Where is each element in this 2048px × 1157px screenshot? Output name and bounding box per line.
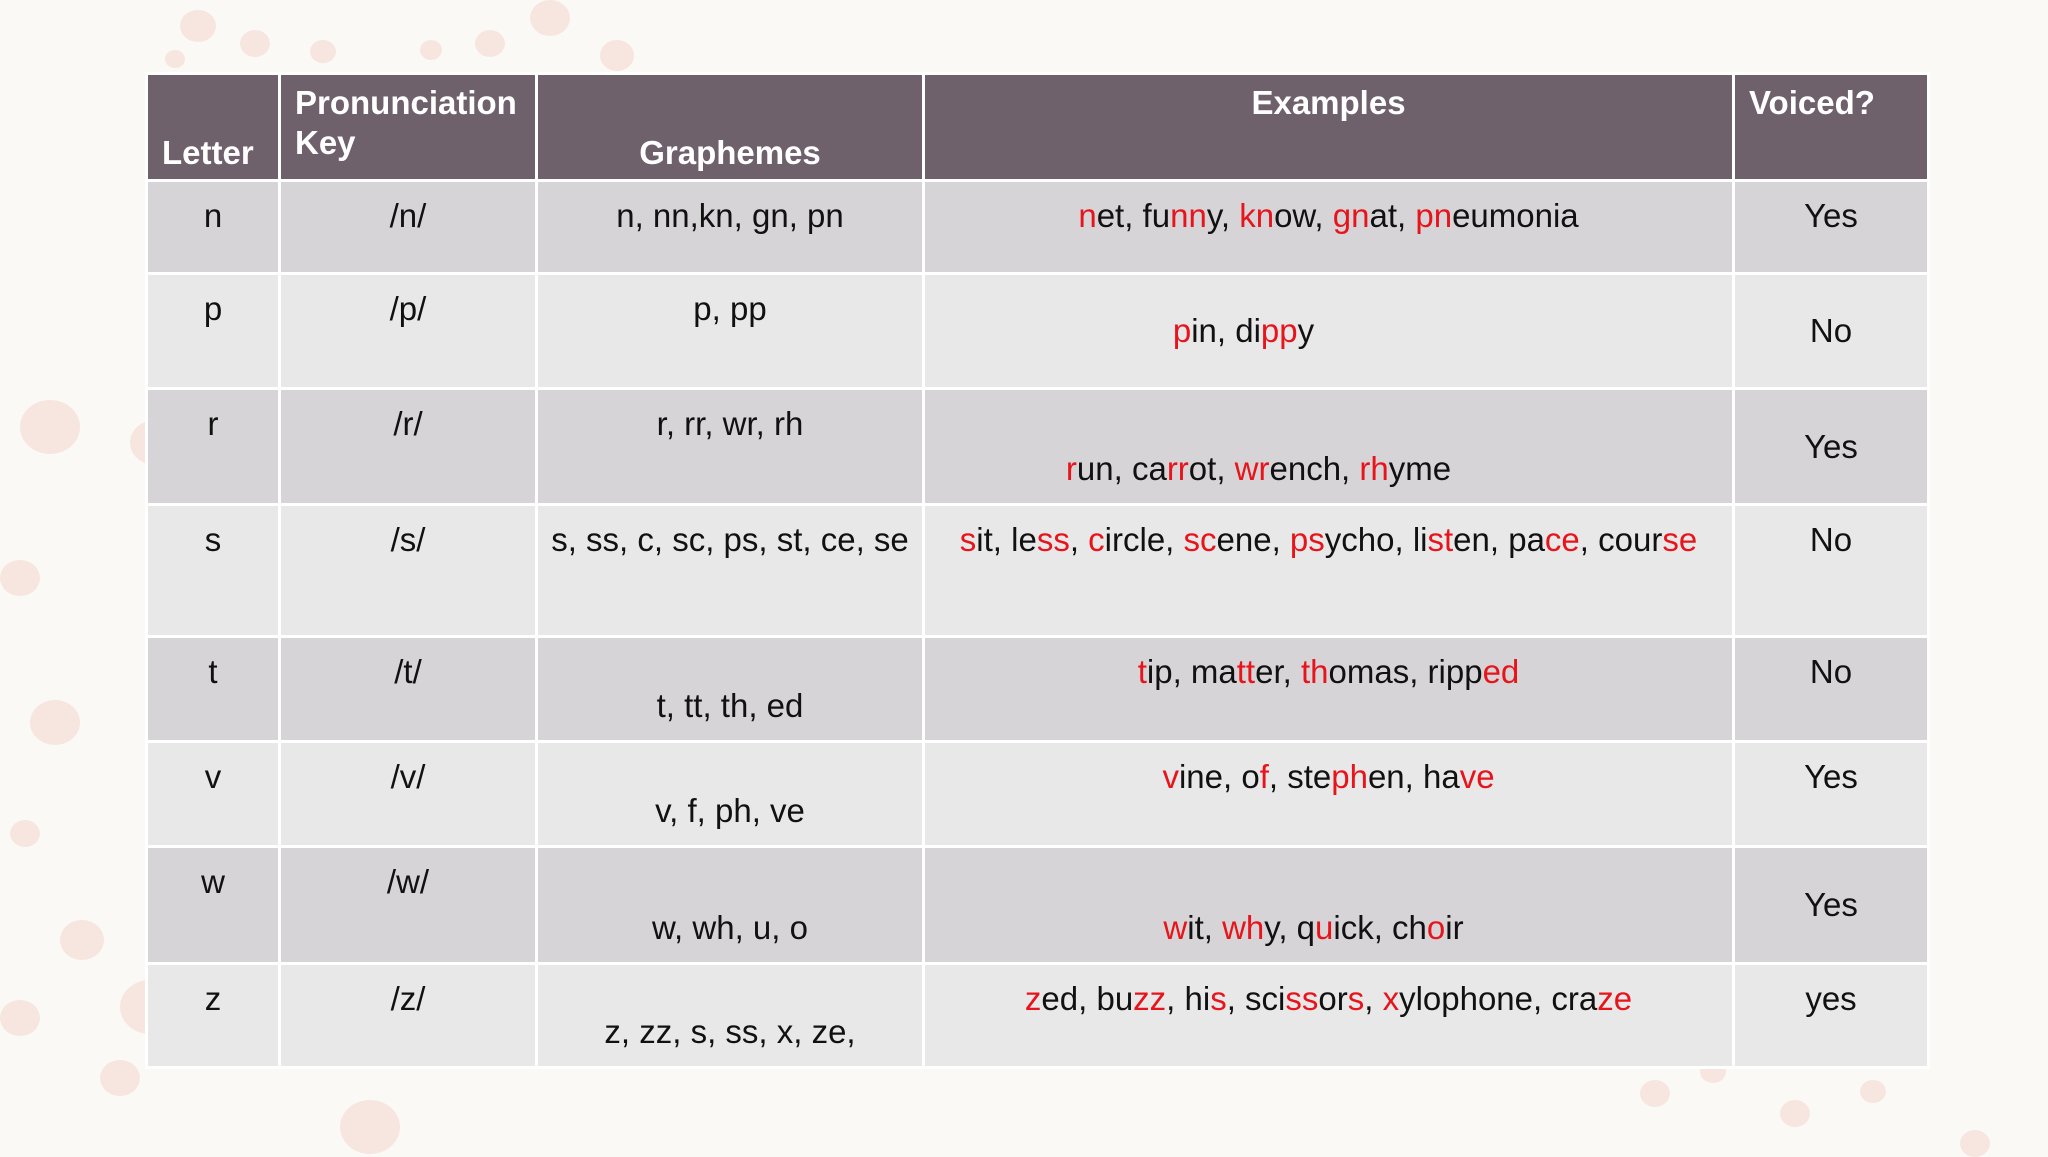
pronunciation-key-cell <box>280 389 537 505</box>
voiced-cell <box>1734 964 1929 1068</box>
example-text: ir <box>1445 909 1464 946</box>
table-row <box>147 964 1929 1068</box>
decorative-dot <box>1960 1130 1990 1157</box>
decorative-dot <box>60 920 104 960</box>
highlighted-grapheme: nn <box>1170 197 1207 234</box>
example-text: en, ha <box>1367 758 1460 795</box>
letter-cell <box>147 637 280 742</box>
header-key-label <box>295 83 525 163</box>
examples-cell <box>924 964 1734 1068</box>
pronunciation-key: /p/ <box>389 290 427 327</box>
voiced-cell <box>1734 505 1929 637</box>
example-text: un, ca <box>1076 450 1167 487</box>
header-voiced-label: Voiced? <box>1749 84 1875 121</box>
graphemes: r, rr, wr, rh <box>656 405 804 442</box>
examples <box>925 908 1702 948</box>
examples <box>925 311 1562 351</box>
voiced: No <box>1809 521 1853 558</box>
example-text: eumonia <box>1452 197 1579 234</box>
highlighted-grapheme: rh <box>1359 450 1389 487</box>
highlighted-grapheme: t <box>1137 653 1147 690</box>
decorative-dot <box>310 40 336 63</box>
highlighted-grapheme: tt <box>1236 653 1256 690</box>
letter: v <box>204 758 222 795</box>
highlighted-grapheme: s <box>959 521 977 558</box>
examples-cell <box>924 742 1734 847</box>
highlighted-grapheme: wr <box>1234 450 1270 487</box>
graphemes-cell <box>537 181 924 274</box>
letter: t <box>208 653 218 690</box>
decorative-dot <box>1640 1080 1670 1107</box>
decorative-dot <box>100 1060 140 1096</box>
voiced: Yes <box>1804 427 1858 465</box>
table-row <box>147 274 1929 389</box>
highlighted-grapheme: se <box>1662 521 1698 558</box>
highlighted-grapheme: c <box>1088 521 1105 558</box>
decorative-dot <box>180 10 216 42</box>
example-text: en, pa <box>1453 521 1545 558</box>
decorative-dot <box>10 820 40 847</box>
voiced-cell <box>1734 181 1929 274</box>
voiced-cell <box>1734 389 1929 505</box>
letter-cell <box>147 742 280 847</box>
example-text: y, <box>1206 197 1240 234</box>
highlighted-grapheme: zz <box>1133 980 1167 1017</box>
highlighted-grapheme: s <box>1347 980 1365 1017</box>
pronunciation-key: /v/ <box>390 758 426 795</box>
example-text: et, fu <box>1096 197 1171 234</box>
examples-cell <box>924 181 1734 274</box>
highlighted-grapheme: s <box>1210 980 1227 1017</box>
examples-cell <box>924 505 1734 637</box>
table-row <box>147 181 1929 274</box>
highlighted-grapheme: ve <box>1459 758 1495 795</box>
pronunciation-key-cell <box>280 742 537 847</box>
pronunciation-key: /r/ <box>393 405 423 442</box>
decorative-dot <box>0 1000 40 1036</box>
example-text: ow, <box>1274 197 1333 234</box>
graphemes-cell <box>537 637 924 742</box>
highlighted-grapheme: ss <box>1036 521 1070 558</box>
table-row <box>147 505 1929 637</box>
example-text: , <box>1069 521 1089 558</box>
highlighted-grapheme: n <box>1078 197 1097 234</box>
decorative-dot <box>340 1100 400 1154</box>
header-voiced <box>1734 74 1929 181</box>
letter: s <box>204 521 222 558</box>
voiced: No <box>1809 653 1853 690</box>
example-text: ine, o <box>1178 758 1260 795</box>
pronunciation-key-cell <box>280 274 537 389</box>
highlighted-grapheme: sc <box>1183 521 1217 558</box>
voiced-cell <box>1734 742 1929 847</box>
example-text: , sci <box>1226 980 1286 1017</box>
highlighted-grapheme: pp <box>1260 312 1298 349</box>
letter-cell <box>147 505 280 637</box>
table-row <box>147 847 1929 964</box>
voiced-cell <box>1734 274 1929 389</box>
example-text: it, <box>1187 909 1223 946</box>
highlighted-grapheme: st <box>1427 521 1454 558</box>
example-text: , <box>1364 980 1383 1017</box>
examples <box>925 196 1732 236</box>
examples <box>925 652 1732 692</box>
graphemes-cell <box>537 274 924 389</box>
highlighted-grapheme: z <box>1024 980 1042 1017</box>
graphemes: v, f, ph, ve <box>655 792 805 829</box>
example-text: er, <box>1255 653 1301 690</box>
highlighted-grapheme: ce <box>1544 521 1580 558</box>
voiced: Yes <box>1804 197 1858 234</box>
highlighted-grapheme: ed <box>1482 653 1520 690</box>
highlighted-grapheme: ss <box>1285 980 1319 1017</box>
phonics-table <box>145 72 1930 1069</box>
pronunciation-key: /w/ <box>386 863 430 900</box>
graphemes-cell <box>537 847 924 964</box>
graphemes-cell <box>537 964 924 1068</box>
graphemes: w, wh, u, o <box>652 909 808 946</box>
example-text: ycho, li <box>1324 521 1428 558</box>
decorative-dot <box>1860 1080 1886 1103</box>
pronunciation-key-cell <box>280 964 537 1068</box>
header-graphemes-label: Graphemes <box>639 134 821 171</box>
example-text: in, di <box>1191 312 1261 349</box>
highlighted-grapheme: wh <box>1222 909 1265 946</box>
graphemes: s, ss, c, sc, ps, st, ce, se <box>551 521 909 558</box>
example-text: omas, ripp <box>1328 653 1483 690</box>
examples-cell <box>924 274 1734 389</box>
examples-cell <box>924 847 1734 964</box>
highlighted-grapheme: ph <box>1331 758 1368 795</box>
example-text: ed, bu <box>1041 980 1134 1017</box>
decorative-dot <box>30 700 80 745</box>
highlighted-grapheme: x <box>1382 980 1400 1017</box>
voiced-cell <box>1734 637 1929 742</box>
graphemes: t, tt, th, ed <box>656 687 804 724</box>
letter-cell <box>147 847 280 964</box>
highlighted-grapheme: rr <box>1166 450 1189 487</box>
header-key-line2: Key <box>295 124 356 161</box>
examples-cell <box>924 389 1734 505</box>
example-text: ick, ch <box>1333 909 1427 946</box>
example-text: ot, <box>1188 450 1235 487</box>
letter: w <box>201 863 225 900</box>
highlighted-grapheme: v <box>1162 758 1179 795</box>
graphemes: p, pp <box>693 290 767 327</box>
example-text: , hi <box>1166 980 1211 1017</box>
highlighted-grapheme: u <box>1315 909 1334 946</box>
highlighted-grapheme: f <box>1259 758 1269 795</box>
header-letter-label: Letter <box>162 134 254 171</box>
header-pronunciation-key <box>280 74 537 181</box>
decorative-dot <box>240 30 270 57</box>
header-graphemes <box>537 74 924 181</box>
example-text: ene, <box>1216 521 1290 558</box>
decorative-dot <box>20 400 80 454</box>
examples <box>925 449 1592 489</box>
letter-cell <box>147 389 280 505</box>
pronunciation-key: /s/ <box>390 521 426 558</box>
table-row <box>147 637 1929 742</box>
examples <box>925 520 1732 560</box>
letter: z <box>204 980 222 1017</box>
voiced-cell <box>1734 847 1929 964</box>
header-row <box>147 74 1929 181</box>
graphemes: n, nn,kn, gn, pn <box>616 197 844 234</box>
letter: n <box>203 197 223 234</box>
highlighted-grapheme: ps <box>1289 521 1325 558</box>
example-text: , ste <box>1268 758 1332 795</box>
voiced: Yes <box>1804 758 1858 795</box>
graphemes-cell <box>537 505 924 637</box>
examples-cell <box>924 637 1734 742</box>
pronunciation-key: /z/ <box>390 980 426 1017</box>
highlighted-grapheme: th <box>1300 653 1329 690</box>
example-text: y <box>1297 312 1315 349</box>
highlighted-grapheme: ze <box>1597 980 1633 1017</box>
pronunciation-key-cell <box>280 847 537 964</box>
letter: r <box>207 405 219 442</box>
decorative-dot <box>0 560 40 596</box>
examples <box>925 757 1732 797</box>
letter-cell <box>147 964 280 1068</box>
highlighted-grapheme: o <box>1426 909 1446 946</box>
graphemes-cell <box>537 389 924 505</box>
pronunciation-key-cell <box>280 637 537 742</box>
highlighted-grapheme: w <box>1163 909 1188 946</box>
header-key-line1: Pronunciation <box>295 84 517 121</box>
decorative-dot <box>420 40 442 60</box>
example-text: or <box>1318 980 1348 1017</box>
pronunciation-key: /t/ <box>394 653 422 690</box>
voiced: yes <box>1805 980 1857 1017</box>
voiced: No <box>1809 312 1853 349</box>
highlighted-grapheme: p <box>1172 312 1192 349</box>
pronunciation-key: /n/ <box>389 197 427 234</box>
highlighted-grapheme: gn <box>1332 197 1370 234</box>
highlighted-grapheme: kn <box>1239 197 1275 234</box>
decorative-dot <box>165 50 185 68</box>
graphemes-cell <box>537 742 924 847</box>
letter-cell <box>147 274 280 389</box>
example-text: ylophone, cra <box>1399 980 1598 1017</box>
table-row <box>147 742 1929 847</box>
voiced: Yes <box>1804 886 1858 923</box>
example-text: ench, <box>1269 450 1360 487</box>
header-examples <box>924 74 1734 181</box>
example-text: yme <box>1388 450 1452 487</box>
example-text: y, q <box>1264 909 1316 946</box>
decorative-dot <box>530 0 570 36</box>
example-text: ircle, <box>1104 521 1184 558</box>
highlighted-grapheme: r <box>1065 450 1077 487</box>
header-examples-label: Examples <box>1251 84 1406 121</box>
graphemes: z, zz, s, ss, x, ze, <box>604 1013 856 1050</box>
highlighted-grapheme: pn <box>1415 197 1453 234</box>
letter-cell <box>147 181 280 274</box>
example-text: , cour <box>1579 521 1663 558</box>
example-text: ip, ma <box>1146 653 1237 690</box>
pronunciation-key-cell <box>280 505 537 637</box>
example-text: it, le <box>976 521 1037 558</box>
letter: p <box>203 290 223 327</box>
decorative-dot <box>600 40 634 71</box>
header-letter <box>147 74 280 181</box>
decorative-dot <box>1780 1100 1810 1127</box>
table-row <box>147 389 1929 505</box>
examples <box>925 979 1732 1019</box>
pronunciation-key-cell <box>280 181 537 274</box>
example-text: at, <box>1369 197 1416 234</box>
decorative-dot <box>475 30 505 57</box>
